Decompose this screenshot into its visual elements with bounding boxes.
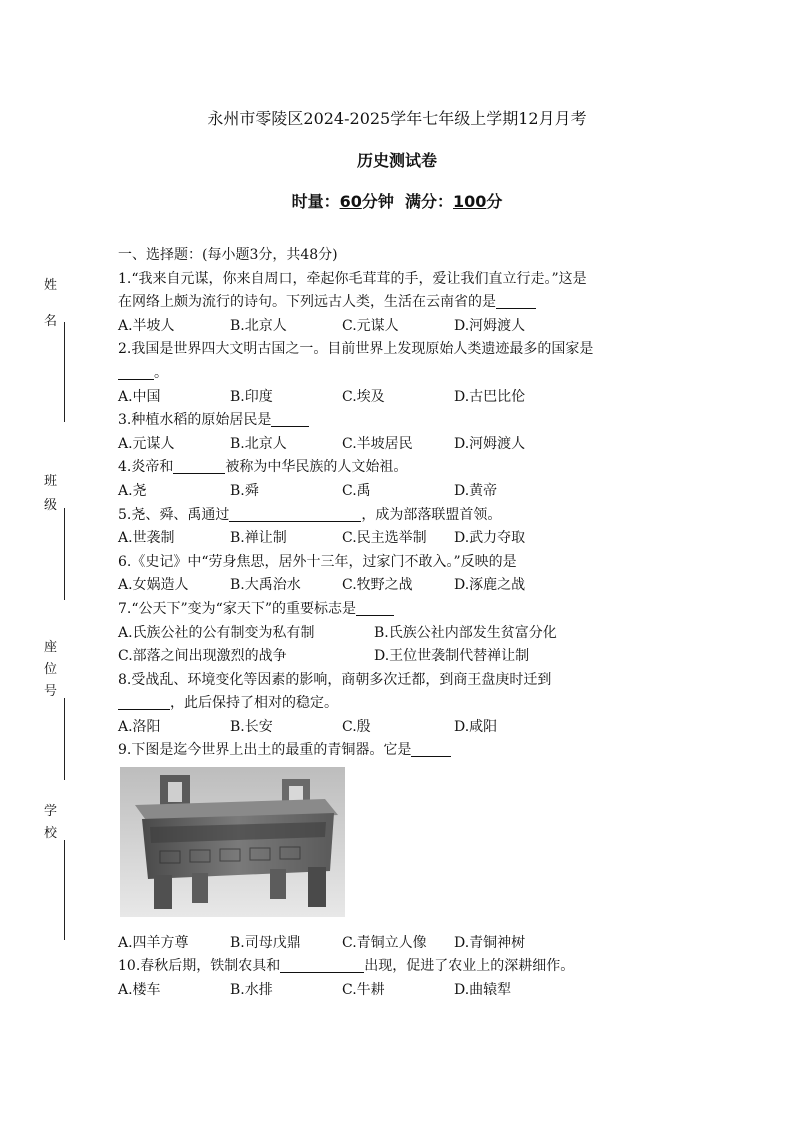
q5-options [118,527,718,551]
q6-options [118,574,718,598]
q10-option-a: A.楼车 [118,981,161,998]
q1-line2 [118,291,718,315]
q10-options [118,979,718,1003]
q4-text-post: 被称为中华民族的人文始祖。 [225,459,408,476]
q9-text: 9.下图是迄今世界上出土的最重的青铜器。它是 [118,742,412,759]
answer-blank[interactable] [118,693,170,710]
question-section [118,244,718,1002]
answer-blank[interactable] [271,410,309,427]
q9-option-b: B.司母戊鼎 [230,934,301,951]
seat-write-line [64,698,65,780]
q3-options [118,433,718,457]
side-label-name-1: 姓 [44,278,58,293]
q10-text-pre: 10.春秋后期，铁制农具和 [118,958,281,975]
q6-option-d: D.涿鹿之战 [454,577,526,594]
q5-option-c: C.民主选举制 [342,530,427,547]
answer-blank[interactable] [173,457,225,474]
time-value: 60 [339,192,362,211]
q3-text: 3.种植水稻的原始居民是 [118,412,272,429]
time-unit: 分钟 满分： [361,192,453,211]
school-write-line [64,840,65,940]
q1-option-c: C.元谋人 [342,317,399,334]
answer-blank[interactable] [496,292,536,309]
q7-text: 7.“公天下”变为“家天下”的重要标志是 [118,600,356,617]
bronze-ding-image [120,767,345,917]
q2-line1: 2.我国是世界四大文明古国之一。目前世界上发现原始人类遗迹最多的国家是 [118,341,594,358]
q1-option-b: B.北京人 [230,317,287,334]
q1-line1: 1.“我来自元谋，你来自周口，牵起你毛茸茸的手，爱让我们直立行走。”这是 [118,270,587,287]
q4-option-a: A.尧 [118,482,147,499]
q8-option-d: D.咸阳 [454,718,498,735]
q5-text-pre: 5.尧、舜、禹通过 [118,506,230,523]
q5-line1 [118,504,718,528]
side-label-class-1: 班 [44,474,58,489]
answer-blank[interactable] [118,363,154,380]
side-label-class-2: 级 [44,498,58,513]
q9-option-c: C.青铜立人像 [342,934,427,951]
q5-text-post: ，成为部落联盟首领。 [361,506,502,523]
q8-option-a: A.洛阳 [118,718,161,735]
q1-options [118,315,718,339]
q10-line1 [118,955,718,979]
q3-option-c: C.半坡居民 [342,435,413,452]
q2-options [118,386,718,410]
q8-text: ，此后保持了相对的稳定。 [170,695,338,712]
q4-option-c: C.禹 [342,482,371,499]
q1-option-a: A.半坡人 [118,317,175,334]
q7-option-a: A.氏族公社的公有制变为私有制 [118,624,315,641]
q10-option-d: D.曲辕犁 [454,981,512,998]
q3-option-a: A.元谋人 [118,435,175,452]
q3-option-d: D.河姆渡人 [454,435,526,452]
q2-line2 [118,362,718,386]
exam-subtitle: 历史测试卷 [356,151,437,170]
q8-option-b: B.长安 [230,718,273,735]
q9-option-a: A.四羊方尊 [118,934,189,951]
time-label: 时量： [291,192,340,211]
q10-option-c: C.牛耕 [342,981,385,998]
q1-option-d: D.河姆渡人 [454,317,526,334]
q8-option-c: C.殷 [342,718,371,735]
score-unit: 分 [486,192,503,211]
q5-option-a: A.世袭制 [118,530,175,547]
q7-options-row1 [118,622,718,646]
q9-line1 [118,739,718,763]
q4-option-d: D.黄帝 [454,482,498,499]
exam-time-score [0,189,794,212]
class-write-line [64,508,65,600]
q4-text-pre: 4.炎帝和 [118,459,174,476]
q4-option-b: B.舜 [230,482,259,499]
q2-option-c: C.埃及 [342,388,385,405]
q2-text: 。 [154,364,168,381]
q1-text: 在网络上颇为流行的诗句。下列远古人类，生活在云南省的是 [118,294,496,311]
q2-option-b: B.印度 [230,388,273,405]
q3-line1 [118,409,718,433]
q9-options [118,932,718,956]
side-label-seat-1: 座 [44,640,58,655]
q8-options [118,716,718,740]
score-value: 100 [453,192,487,211]
side-label-name-2: 名 [44,314,58,329]
q4-options [118,480,718,504]
name-write-line [64,322,65,422]
answer-blank[interactable] [229,505,361,522]
q7-option-b: B.氏族公社内部发生贫富分化 [374,624,557,641]
q3-option-b: B.北京人 [230,435,287,452]
q8-line2 [118,692,718,716]
exam-title: 永州市零陵区2024-2025学年七年级上学期12月月考 [207,109,587,128]
q6-option-c: C.牧野之战 [342,577,413,594]
q10-text-post: 出现，促进了农业上的深耕细作。 [364,958,575,975]
q4-line1 [118,456,718,480]
answer-blank[interactable] [356,599,394,616]
q7-options-row2 [118,645,718,669]
answer-blank[interactable] [411,740,451,757]
q2-option-d: D.古巴比伦 [454,388,526,405]
answer-blank[interactable] [280,956,364,973]
q7-option-c: C.部落之间出现激烈的战争 [118,648,287,665]
q8-line1: 8.受战乱、环境变化等因素的影响，商朝多次迁都，到商王盘庚时迁到 [118,671,552,688]
side-label-school-2: 校 [44,826,58,841]
side-label-seat-2: 位 [44,662,58,677]
q5-option-b: B.禅让制 [230,530,287,547]
side-label-seat-3: 号 [44,684,58,699]
q6-line1: 6.《史记》中“劳身焦思，居外十三年，过家门不敢入。”反映的是 [118,553,517,570]
side-label-school-1: 学 [44,804,58,819]
q2-option-a: A.中国 [118,388,161,405]
section-heading: 一、选择题：(每小题3分，共48分) [118,247,338,263]
q9-option-d: D.青铜神树 [454,934,526,951]
q7-line1 [118,598,718,622]
q10-option-b: B.水排 [230,981,273,998]
q6-option-b: B.大禹治水 [230,577,301,594]
q6-option-a: A.女娲造人 [118,577,189,594]
q7-option-d: D.王位世袭制代替禅让制 [374,648,530,665]
q5-option-d: D.武力夺取 [454,530,526,547]
